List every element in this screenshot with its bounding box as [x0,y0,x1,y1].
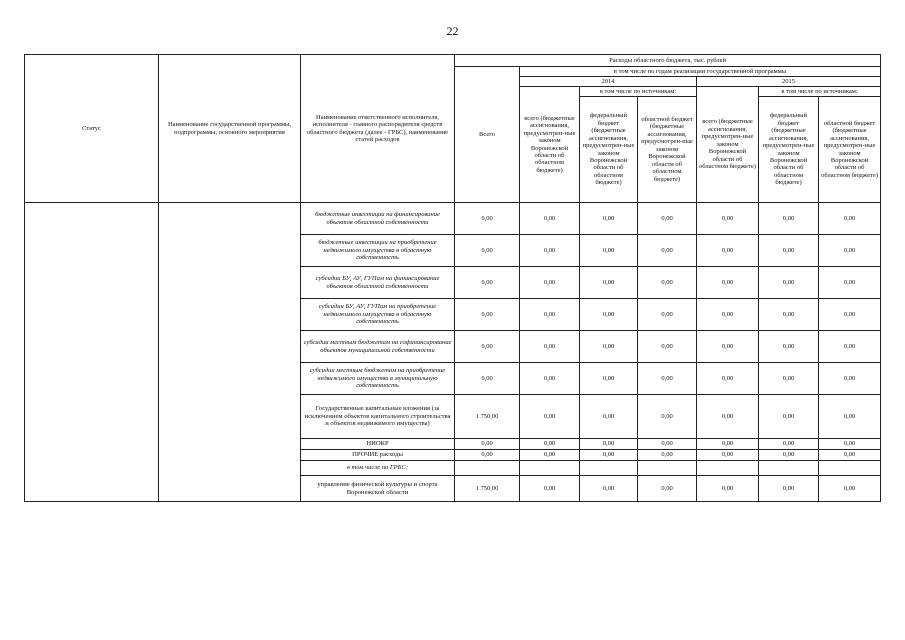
value-cell: 0,00 [520,476,580,502]
value-cell: 0,00 [580,363,638,395]
expenses-table [24,54,881,502]
value-cell: 0,00 [759,267,819,299]
value-cell: 0,00 [455,267,520,299]
header-2014-regional: областной бюджет (бюджетные ассигнования, предусмотрен-ные законом Воронежской области об областном бюджете) [638,97,697,203]
value-cell [455,461,520,476]
header-2014-sources: в том числе по источникам: [580,87,697,97]
value-cell: 0,00 [455,235,520,267]
value-cell: 0,00 [455,450,520,461]
value-cell: 0,00 [759,299,819,331]
value-cell: 0,00 [520,439,580,450]
value-cell: 0,00 [520,363,580,395]
header-year-2014: 2014 [520,77,697,87]
value-cell: 0,00 [638,331,697,363]
value-cell: 0,00 [580,235,638,267]
value-cell: 0,00 [638,363,697,395]
value-cell: 0,00 [638,203,697,235]
value-cell: 0,00 [455,203,520,235]
header-executor-name: Наименование ответственного исполнителя, исполнителя - главного распорядителя средств областного бюджета (далее - ГРБС), наименование статей расходов [301,55,455,203]
value-cell: 0,00 [455,363,520,395]
program-cell [159,203,301,502]
value-cell: 0,00 [819,267,881,299]
value-cell: 0,00 [697,235,759,267]
value-cell: 0,00 [759,439,819,450]
value-cell [520,461,580,476]
value-cell: 0,00 [580,267,638,299]
value-cell: 0,00 [520,299,580,331]
value-cell: 0,00 [697,439,759,450]
value-cell: 0,00 [520,395,580,439]
value-cell: 0,00 [697,363,759,395]
value-cell: 0,00 [819,450,881,461]
row-label: управление физической культуры и спорта Воронежской области [301,476,455,502]
row-label: бюджетные инвестиции на финансирование объектов областной собственности [301,203,455,235]
value-cell: 0,00 [759,476,819,502]
value-cell: 0,00 [580,395,638,439]
value-cell: 0,00 [759,395,819,439]
value-cell: 0,00 [580,299,638,331]
value-cell: 0,00 [759,203,819,235]
value-cell: 0,00 [819,439,881,450]
header-2015-total: всего (бюджетные ассигнования, предусмотрен-ные законом Воронежской области об областном бюджете) [697,87,759,203]
page-number: 22 [446,24,459,38]
value-cell: 0,00 [638,235,697,267]
row-label: субсидии БУ, АУ, ГУПам на финансирование объектов областной собственности [301,267,455,299]
value-cell: 0,00 [697,267,759,299]
value-cell: 0,00 [697,203,759,235]
header-status: Статус [25,55,159,203]
value-cell: 0,00 [580,331,638,363]
header-2014-total: всего (бюджетные ассигнования, предусмотрен-ные законом Воронежской области об областном бюджете) [520,87,580,203]
row-label: НИОКР [301,439,455,450]
header-program-name: Наименование государственной программы, подпрограммы, основного мероприятия [159,55,301,203]
value-cell [819,461,881,476]
value-cell: 0,00 [520,267,580,299]
value-cell: 0,00 [638,439,697,450]
value-cell: 0,00 [819,331,881,363]
value-cell: 0,00 [819,235,881,267]
value-cell: 0,00 [638,476,697,502]
header-2015-regional: областной бюджет (бюджетные ассигнования, предусмотрен-ные законом Воронежской области об областном бюджете) [819,97,881,203]
value-cell: 0,00 [697,299,759,331]
value-cell: 0,00 [697,476,759,502]
value-cell: 0,00 [520,235,580,267]
row-label: в том числе по ГРБС: [301,461,455,476]
value-cell: 0,00 [759,235,819,267]
value-cell: 0,00 [580,476,638,502]
row-label: субсидии БУ, АУ, ГУПам на приобретение недвижимого имущества в областную собственность [301,299,455,331]
value-cell: 0,00 [455,299,520,331]
row-label: бюджетные инвестиции на приобретение недвижимого имущества в областную собственность [301,235,455,267]
value-cell: 0,00 [638,395,697,439]
value-cell: 0,00 [520,331,580,363]
table-body [25,203,881,502]
value-cell: 0,00 [455,331,520,363]
header-by-years: в том числе по годам реализации государственной программы [520,67,881,77]
value-cell [759,461,819,476]
value-cell: 0,00 [819,203,881,235]
value-cell: 0,00 [819,476,881,502]
value-cell: 0,00 [638,450,697,461]
row-label: субсидии местным бюджетам на софинансирование объектов муниципальной собственности [301,331,455,363]
value-cell: 0,00 [697,395,759,439]
value-cell: 0,00 [759,331,819,363]
value-cell: 0,00 [819,299,881,331]
value-cell [580,461,638,476]
value-cell: 0,00 [759,363,819,395]
header-2015-federal: федеральный бюджет (бюджетные ассигнования, предусмотрен-ные законом Воронежской области об областном бюджете) [759,97,819,203]
row-label: Государственные капитальные вложения (за исключением объектов капитального строительства и объектов недвижимого имущества) [301,395,455,439]
value-cell: 1 750,00 [455,395,520,439]
row-label: ПРОЧИЕ расходы [301,450,455,461]
header-2014-federal: федеральный бюджет (бюджетные ассигнования, предусмотрен-ные законом Воронежской области об областном бюджете) [580,97,638,203]
header-total: Всего [455,67,520,203]
value-cell: 0,00 [819,363,881,395]
value-cell: 0,00 [819,395,881,439]
value-cell: 0,00 [697,450,759,461]
value-cell: 0,00 [697,331,759,363]
value-cell: 0,00 [520,203,580,235]
value-cell: 0,00 [580,450,638,461]
value-cell: 0,00 [520,450,580,461]
value-cell: 0,00 [759,450,819,461]
value-cell: 0,00 [455,439,520,450]
value-cell: 1 750,00 [455,476,520,502]
value-cell: 0,00 [580,203,638,235]
value-cell [697,461,759,476]
status-cell [25,203,159,502]
header-expenses-title: Расходы областного бюджета, тыс. рублей [455,55,881,67]
value-cell: 0,00 [638,267,697,299]
table-row [25,203,881,235]
header-2015-sources: в том числе по источникам: [759,87,881,97]
value-cell [638,461,697,476]
header-year-2015: 2015 [697,77,881,87]
value-cell: 0,00 [580,439,638,450]
value-cell: 0,00 [638,299,697,331]
row-label: субсидии местным бюджетам на приобретение недвижимого имущества в муниципальную собственность [301,363,455,395]
